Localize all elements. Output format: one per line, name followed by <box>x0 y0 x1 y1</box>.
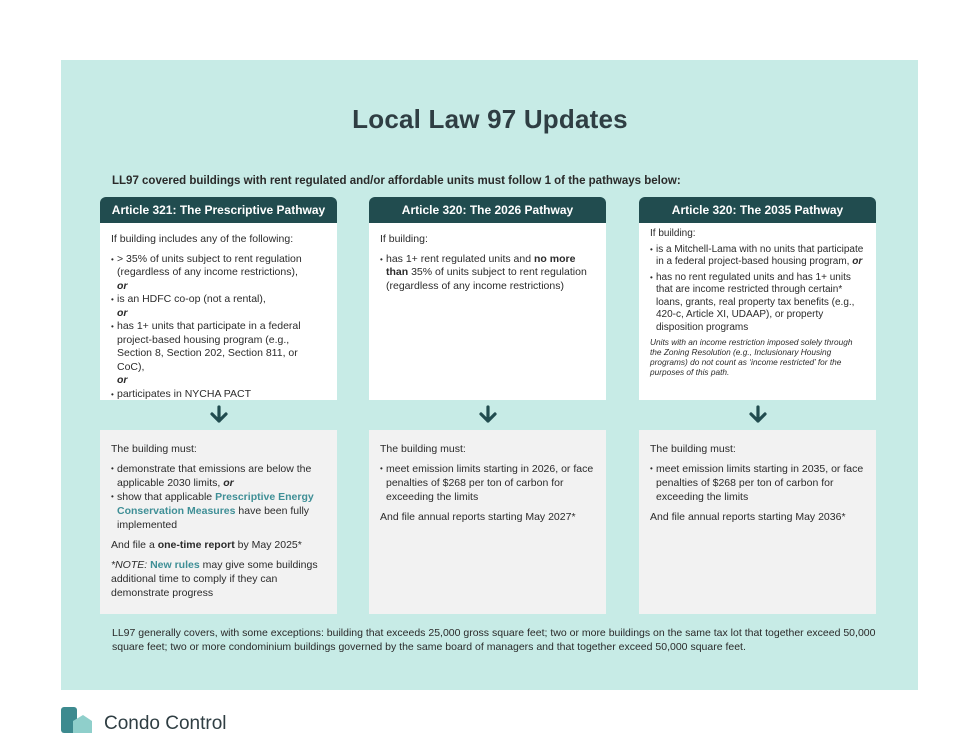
arrow-down-icon <box>369 400 606 430</box>
new-rules-link[interactable]: New rules <box>150 559 200 571</box>
arrow-down-icon <box>100 400 337 430</box>
brand-logo[interactable] <box>61 707 227 740</box>
note-text: *NOTE: New rules may give some buildings additional time to comply if they can demonstrate progress <box>111 559 318 599</box>
filing-requirement: And file a one-time report by May 2025* <box>111 539 302 551</box>
income-restriction-note: Units with an income restriction imposed solely through the Zoning Resolution (e.g., Inclusionary Housing programs) do not count as ‘income restricted’ for the purposes of this path. <box>650 337 853 377</box>
pathway-requirements <box>100 430 337 614</box>
requirement-item: • meet emission limits starting in 2035, or face penalties of $268 per ton of carbon for exceeding the limits <box>650 462 865 504</box>
filing-requirement: And file annual reports starting May 2036* <box>650 511 846 523</box>
pathway-requirements <box>369 430 606 614</box>
footer-text: LL97 generally covers, with some exceptions: building that exceeds 25,000 gross square feet; two or more buildings on the same tax lot that together exceed 50,000 square feet; two or more condominium buildings governed by the same board of managers and that together exceed 50,000 square feet. <box>112 627 876 653</box>
conditions-intro: If building includes any of the following: <box>111 233 294 245</box>
conditions-intro: If building: <box>650 228 696 239</box>
condition-item: • is an HDFC co-op (not a rental), <box>111 293 326 307</box>
pathway-conditions <box>100 223 337 400</box>
prescriptive-measures-link[interactable]: Prescriptive Energy Conservation Measures <box>117 491 314 517</box>
pathway-2026 <box>369 197 606 614</box>
or-label: or <box>117 306 128 319</box>
pathway-conditions <box>639 223 876 400</box>
condition-item: • participates in NYCHA PACT <box>111 388 326 402</box>
intro-text: LL97 covered buildings with rent regulated and/or affordable units must follow 1 of the pathways below: <box>112 175 681 187</box>
or-label: or <box>117 279 128 292</box>
requirement-item: • meet emission limits starting in 2026, or face penalties of $268 per ton of carbon for exceeding the limits <box>380 462 595 504</box>
filing-requirement: And file annual reports starting May 2027* <box>380 511 576 523</box>
pathway-2035 <box>639 197 876 614</box>
requirement-item: • show that applicable Prescriptive Energy Conservation Measures have been fully implemented <box>111 490 326 532</box>
condition-item: • has no rent regulated units and has 1+ units that are income restricted through certain* loans, grants, real property tax benefits (e.g., 420-c, Article XI, UDAAP), or property disposition programs <box>650 272 865 335</box>
or-label: or <box>117 374 128 386</box>
requirement-item: • demonstrate that emissions are below the applicable 2030 limits, or <box>111 462 326 490</box>
condition-item: • has 1+ units that participate in a federal project-based housing program (e.g., Section 8, Section 202, Section 811, or CoC), <box>111 320 326 374</box>
pathway-conditions <box>369 223 606 400</box>
requirements-intro: The building must: <box>380 443 466 455</box>
requirements-intro: The building must: <box>650 443 736 455</box>
requirements-intro: The building must: <box>111 443 197 455</box>
condo-control-logo-icon <box>61 707 93 740</box>
pathway-heading: Article 320: The 2035 Pathway <box>639 197 876 223</box>
pathway-prescriptive <box>100 197 337 614</box>
pathway-requirements <box>639 430 876 614</box>
page-title: Local Law 97 Updates <box>352 104 628 134</box>
condition-item: • has 1+ rent regulated units and no more than 35% of units subject to rent regulation (regardless of any income restrictions) <box>380 253 595 294</box>
condition-item: • is a Mitchell-Lama with no units that participate in a federal project-based housing program, or <box>650 244 865 269</box>
arrow-down-icon <box>639 400 876 430</box>
conditions-intro: If building: <box>380 233 428 245</box>
brand-name: Condo Control <box>104 712 227 734</box>
pathway-heading: Article 320: The 2026 Pathway <box>369 197 606 223</box>
condition-item: • > 35% of units subject to rent regulation (regardless of any income restrictions), <box>111 253 326 280</box>
pathway-heading: Article 321: The Prescriptive Pathway <box>100 197 337 223</box>
